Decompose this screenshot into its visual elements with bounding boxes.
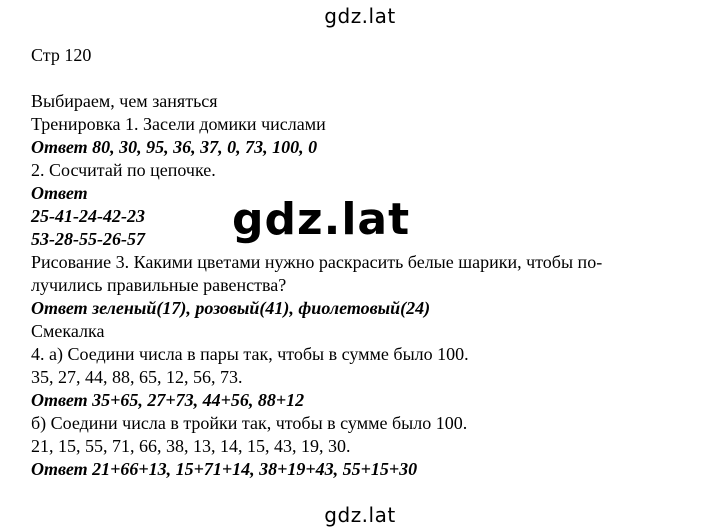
answer-line-4: Ответ 35+65, 27+73, 44+56, 88+12: [31, 390, 305, 410]
page-number: Стр 120: [31, 45, 92, 65]
text-line-5: лучились правильные равенства?: [31, 275, 287, 295]
text-line-10: 21, 15, 55, 71, 66, 38, 13, 14, 15, 43, 19, 30.: [31, 436, 351, 456]
text-line-6: Смекалка: [31, 321, 105, 341]
answer-line-3: Ответ зеленый(17), розовый(41), фиолетовый(24): [31, 298, 431, 318]
text-line-3: 2. Сосчитай по цепочке.: [31, 160, 216, 180]
text-line-1: Выбираем, чем заняться: [31, 91, 218, 111]
text-line-2: Тренировка 1. Засели домики числами: [31, 114, 326, 134]
answer-chain-1: 25-41-24-42-23: [31, 206, 145, 226]
text-line-8: 35, 27, 44, 88, 65, 12, 56, 73.: [31, 367, 243, 387]
text-line-7: 4. а) Соедини числа в пары так, чтобы в сумме было 100.: [31, 344, 469, 364]
watermark-middle: gdz.lat: [232, 194, 411, 245]
text-line-9: б) Соедини числа в тройки так, чтобы в сумме было 100.: [31, 413, 468, 433]
answer-label: Ответ: [31, 183, 88, 203]
answer-chain-2: 53-28-55-26-57: [31, 229, 145, 249]
answer-line-1: Ответ 80, 30, 95, 36, 37, 0, 73, 100, 0: [31, 137, 318, 157]
answer-line-5: Ответ 21+66+13, 15+71+14, 38+19+43, 55+15+30: [31, 459, 418, 479]
watermark-bottom: gdz.lat: [324, 503, 396, 527]
text-line-4: Рисование 3. Какими цветами нужно раскрасить белые шарики, чтобы по-: [31, 252, 603, 272]
watermark-top: gdz.lat: [324, 4, 396, 28]
